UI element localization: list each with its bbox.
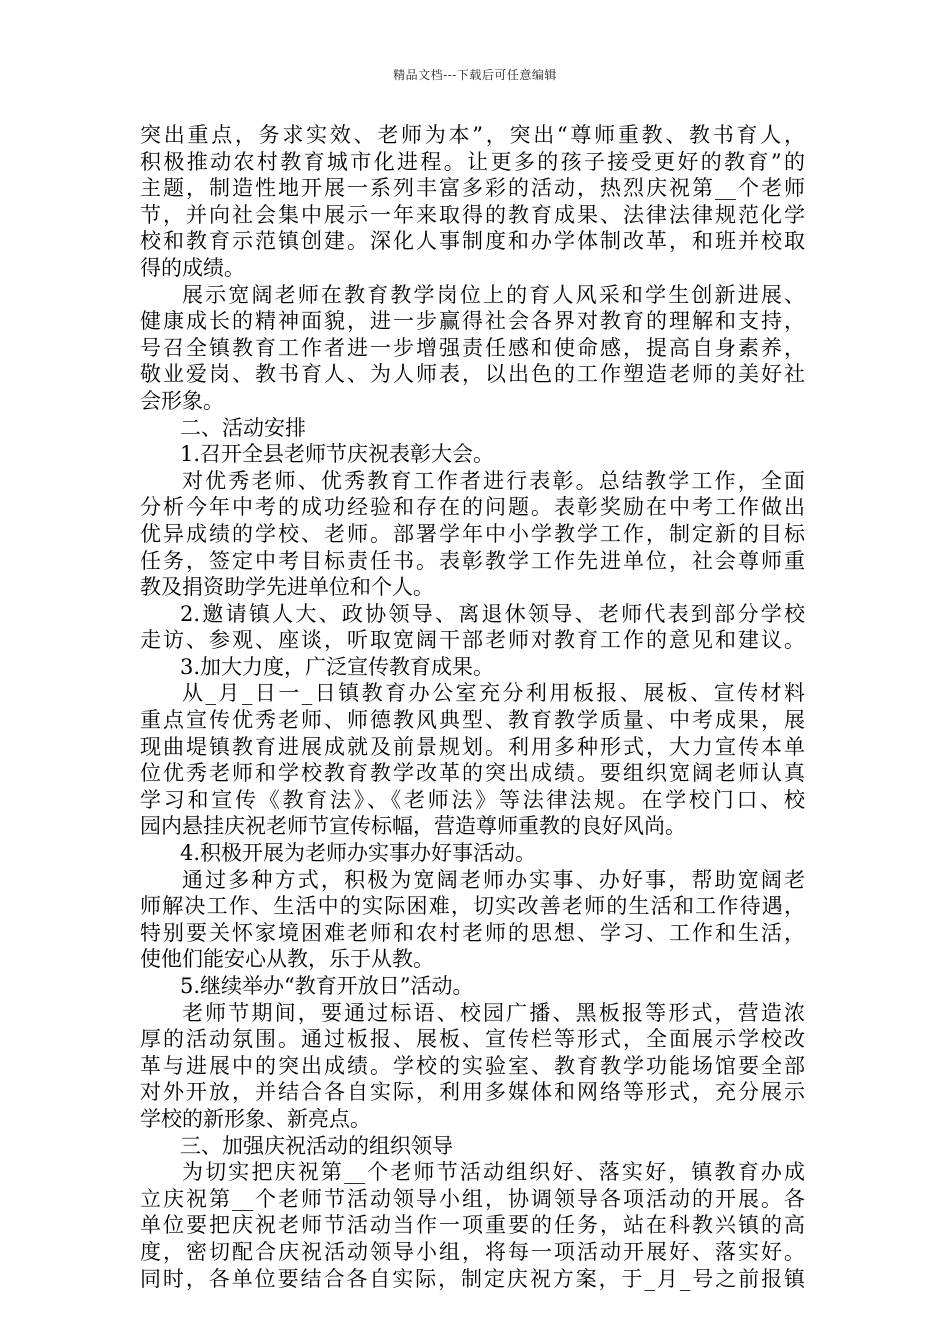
page-header: 精品文档---下载后可任意编辑 xyxy=(393,68,557,82)
text-line: 特别要关怀家境困难老师和农村老师的思想、学习、工作和生活， xyxy=(140,920,805,945)
text-line: 走访、参观、座谈，听取宽阔干部老师对教育工作的意见和建议。 xyxy=(140,628,805,653)
text-line: 得的成绩。 xyxy=(140,255,245,280)
text-line: 现曲堤镇教育进展成就及前景规划。利用多种形式，大力宣传本单 xyxy=(140,734,805,759)
text-line: 对外开放，并结合各自实际，利用多媒体和网络等形式，充分展示 xyxy=(140,1080,805,1105)
text-line: 号召全镇教育工作者进一步增强责任感和使命感，提高自身素养， xyxy=(140,335,805,360)
text-line: 立庆祝第__个老师节活动领导小组，协调领导各项活动的开展。各 xyxy=(140,1186,805,1211)
item-heading: 2.邀请镇人大、政协领导、离退休领导、老师代表到部分学校 xyxy=(180,601,805,626)
paragraph-first-line: 老师节期间，要通过标语、校园广播、黑板报等形式，营造浓 xyxy=(182,1000,805,1025)
item-heading: 5.继续举办“教育开放日”活动。 xyxy=(180,974,474,998)
item-heading: 3.加大力度，广泛宣传教育成果。 xyxy=(180,654,495,679)
text-line: 单位要把庆祝老师节活动当作一项重要的任务，站在科教兴镇的高 xyxy=(140,1213,805,1238)
paragraph-first-line: 为切实把庆祝第__个老师节活动组织好、落实好，镇教育办成 xyxy=(182,1160,805,1185)
document-body xyxy=(140,122,805,1292)
text-line: 学习和宣传《教育法》、《老师法》等法律法规。在学校门口、校 xyxy=(140,787,805,812)
item-heading: 4.积极开展为老师办实事办好事活动。 xyxy=(180,841,537,866)
text-line: 厚的活动氛围。通过板报、展板、宣传栏等形式，全面展示学校改 xyxy=(140,1027,805,1052)
item-heading: 1.召开全县老师节庆祝表彰大会。 xyxy=(180,442,495,467)
paragraph-first-line: 对优秀老师、优秀教育工作者进行表彰。总结教学工作，全面 xyxy=(182,468,805,493)
paragraph-first-line: 从_月_日一_日镇教育办公室充分利用板报、展板、宣传材料 xyxy=(182,681,805,706)
text-line: 同时，各单位要结合各自实际，制定庆祝方案，于_月_号之前报镇 xyxy=(140,1266,805,1291)
paragraph-first-line: 展示宽阔老师在教育教学岗位上的育人风采和学生创新进展、 xyxy=(182,282,805,307)
text-line: 革与进展中的突出成绩。学校的实验室、教育教学功能场馆要全部 xyxy=(140,1053,805,1078)
text-line: 学校的新形象、新亮点。 xyxy=(140,1106,371,1131)
text-line: 园内悬挂庆祝老师节宣传标幅，营造尊师重教的良好风尚。 xyxy=(140,814,686,839)
text-line: 积极推动农村教育城市化进程。让更多的孩子接受更好的教育”的 xyxy=(140,149,805,174)
text-line: 重点宣传优秀老师、师德教风典型、教育教学质量、中考成果，展 xyxy=(140,708,805,733)
text-line: 度，密切配合庆祝活动领导小组，将每一项活动开展好、落实好。 xyxy=(140,1239,805,1264)
text-line: 优异成绩的学校、老师。部署学年中小学教学工作，制定新的目标 xyxy=(140,521,805,546)
text-line: 分析今年中考的成功经验和存在的问题。表彰奖励在中考工作做出 xyxy=(140,495,805,520)
text-line: 健康成长的精神面貌，进一步赢得社会各界对教育的理解和支持， xyxy=(140,309,805,334)
text-line: 位优秀老师和学校教育教学改革的突出成绩。要组织宽阔老师认真 xyxy=(140,761,805,786)
text-line: 师解决工作、生活中的实际困难，切实改善老师的生活和工作待遇， xyxy=(140,894,805,919)
text-line: 会形象。 xyxy=(140,388,224,413)
text-line: 节，并向社会集中展示一年来取得的教育成果、法律法律规范化学 xyxy=(140,202,805,227)
text-line: 敬业爱岗、教书育人、为人师表，以出色的工作塑造老师的美好社 xyxy=(140,362,805,387)
text-line: 突出重点，务求实效、老师为本”，突出“尊师重教、教书育人， xyxy=(140,123,805,147)
section-heading: 三、加强庆祝活动的组织领导 xyxy=(180,1133,453,1158)
text-line: 校和教育示范镇创建。深化人事制度和办学体制改革，和班并校取 xyxy=(140,229,805,254)
paragraph-first-line: 通过多种方式，积极为宽阔老师办实事、办好事，帮助宽阔老 xyxy=(182,867,805,892)
text-line: 主题，制造性地开展一系列丰富多彩的活动，热烈庆祝第__个老师 xyxy=(140,176,805,201)
section-heading: 二、活动安排 xyxy=(180,415,306,440)
text-line: 使他们能安心从教，乐于从教。 xyxy=(140,947,434,972)
text-line: 任务，签定中考目标责任书。表彰教学工作先进单位，社会尊师重 xyxy=(140,548,805,573)
text-line: 教及捐资助学先进单位和个人。 xyxy=(140,575,434,600)
